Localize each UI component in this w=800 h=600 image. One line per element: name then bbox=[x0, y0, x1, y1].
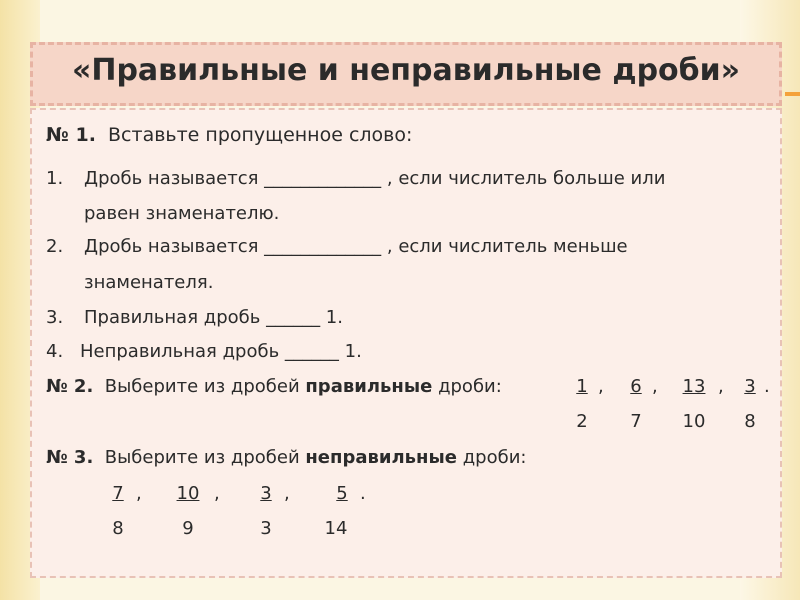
task2-period: . bbox=[764, 376, 770, 397]
task2-number: № 2. bbox=[46, 376, 94, 397]
task3-fraction-2-denominator: 9 bbox=[182, 518, 194, 539]
task2-fraction-3-numerator: 13 bbox=[682, 376, 706, 397]
decorative-orange-bar bbox=[785, 92, 800, 96]
task3-fraction-1-denominator: 8 bbox=[112, 518, 124, 539]
title-banner bbox=[30, 42, 782, 106]
task2-prefix: Выберите из дробей bbox=[104, 376, 306, 397]
task3-header bbox=[46, 447, 526, 469]
task2-fraction-4-numerator: 3 bbox=[744, 376, 756, 397]
task2-comma-2: , bbox=[652, 376, 658, 397]
task3-number: № 3. bbox=[46, 447, 94, 468]
task1-item-1-line2: равен знаменателю. bbox=[84, 203, 280, 224]
task3-comma-1: , bbox=[136, 483, 142, 504]
task2-fraction-2-denominator: 7 bbox=[630, 411, 642, 432]
task2-comma-3: , bbox=[718, 376, 724, 397]
content-panel bbox=[30, 108, 782, 578]
task1-instruction: Вставьте пропущенное слово: bbox=[108, 124, 413, 146]
task1-header bbox=[46, 124, 412, 146]
task3-fraction-4-numerator: 5 bbox=[336, 483, 348, 504]
task3-fraction-2-numerator: 10 bbox=[176, 483, 200, 504]
task1-item-2-line1: Дробь называется _____________ , если числитель меньше bbox=[84, 236, 628, 257]
task3-comma-2: , bbox=[214, 483, 220, 504]
task3-comma-3: , bbox=[284, 483, 290, 504]
slide-title: «Правильные и неправильные дроби» bbox=[71, 53, 741, 88]
task1-item-4-line1: Неправильная дробь ______ 1. bbox=[80, 341, 362, 362]
task1-item-2-number: 2. bbox=[46, 236, 64, 257]
task1-item-4-number: 4. bbox=[46, 341, 64, 362]
task2-bold-word: правильные bbox=[305, 376, 433, 397]
task1-number: № 1. bbox=[46, 124, 96, 146]
task2-header bbox=[46, 376, 502, 398]
task3-bold-word: неправильные bbox=[305, 447, 457, 468]
task3-fraction-3-denominator: 3 bbox=[260, 518, 272, 539]
task3-fraction-4-denominator: 14 bbox=[324, 518, 348, 539]
task1-item-3-number: 3. bbox=[46, 307, 64, 328]
task2-fraction-1-numerator: 1 bbox=[576, 376, 588, 397]
task2-fraction-3-denominator: 10 bbox=[682, 411, 706, 432]
task3-fraction-1-numerator: 7 bbox=[112, 483, 124, 504]
task3-suffix: дроби: bbox=[456, 447, 527, 468]
task3-fraction-3-numerator: 3 bbox=[260, 483, 272, 504]
task1-item-1-line1: Дробь называется _____________ , если числитель больше или bbox=[84, 168, 666, 189]
task2-fraction-2-numerator: 6 bbox=[630, 376, 642, 397]
task1-item-2-line2: знаменателя. bbox=[84, 272, 214, 293]
task3-period: . bbox=[360, 483, 366, 504]
task2-fraction-1-denominator: 2 bbox=[576, 411, 588, 432]
task1-item-3-line1: Правильная дробь ______ 1. bbox=[84, 307, 343, 328]
task2-fraction-4-denominator: 8 bbox=[744, 411, 756, 432]
task3-prefix: Выберите из дробей bbox=[104, 447, 306, 468]
task2-suffix: дроби: bbox=[432, 376, 502, 397]
task1-item-1-number: 1. bbox=[46, 168, 64, 189]
task2-comma-1: , bbox=[598, 376, 604, 397]
